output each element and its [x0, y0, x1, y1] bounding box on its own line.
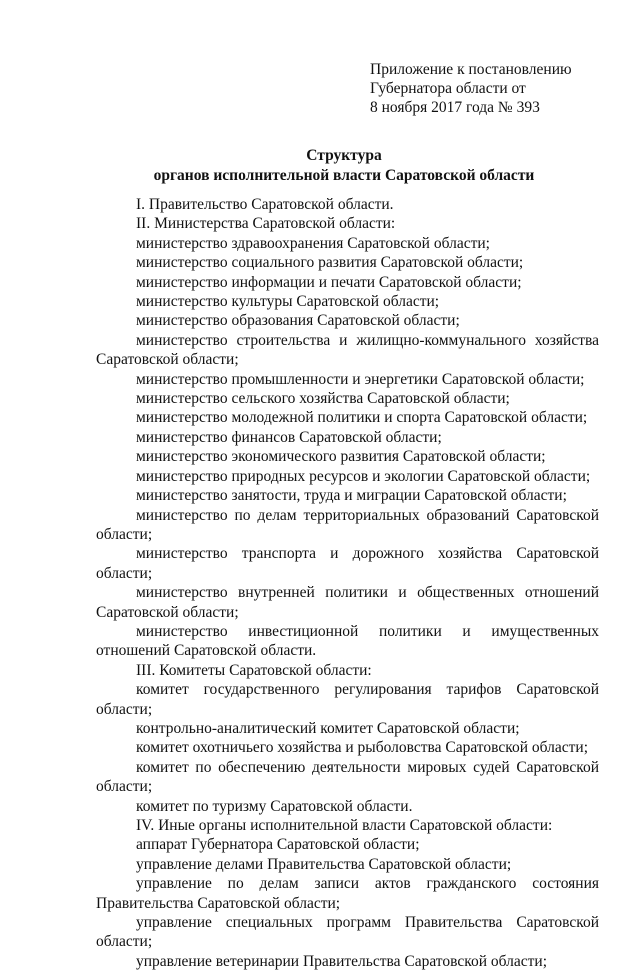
list-item: министерство строительства и жилищно-коммунального хозяйства Саратовской области; — [96, 331, 599, 369]
list-item: министерство сельского хозяйства Саратовской области; — [136, 390, 510, 408]
list-item: комитет государственного регулирования тарифов Саратовской области; — [96, 681, 599, 718]
title-line-1: Структура — [306, 147, 382, 164]
list-item: министерство инвестиционной политики и имущественных отношений Саратовской области. — [96, 622, 599, 660]
list-item: комитет по обеспечению деятельности мировых судей Саратовской области; — [96, 758, 599, 796]
list-item: управление ветеринарии Правительства Саратовской области; — [136, 952, 548, 970]
list-item: министерство культуры Саратовской области; — [136, 293, 440, 311]
section-heading: I. Правительство Саратовской области. — [136, 196, 394, 213]
list-item: министерство социального развития Саратовской области; — [136, 254, 524, 272]
list-item: министерство здравоохранения Саратовской области; — [136, 234, 490, 252]
appendix-line-3: 8 ноября 2017 года № 393 — [370, 99, 540, 116]
list-item: министерство внутренней политики и общественных отношений Саратовской области; — [96, 584, 599, 621]
list-item: управление делами Правительства Саратовской области; — [136, 855, 512, 873]
list-item: управление по делам записи актов гражданского состояния Правительства Саратовской области; — [96, 875, 599, 912]
section-heading: IV. Иные органы исполнительной власти Саратовской области: — [136, 817, 553, 834]
appendix-header — [370, 60, 572, 117]
title-line-2: органов исполнительной власти Саратовской области — [153, 167, 535, 184]
list-item: комитет охотничьего хозяйства и рыболовства Саратовской области; — [136, 739, 589, 757]
list-item: министерство природных ресурсов и экологии Саратовской области; — [136, 467, 591, 485]
list-item: министерство промышленности и энергетики Саратовской области; — [136, 370, 585, 388]
appendix-line-2: Губернатора области от — [370, 80, 526, 97]
list-item: комитет по туризму Саратовской области. — [136, 797, 413, 815]
section-heading: II. Министерства Саратовской области: — [136, 215, 396, 233]
document-title — [0, 146, 640, 186]
document-body — [96, 195, 599, 971]
section-heading: III. Комитеты Саратовской области: — [136, 661, 372, 679]
list-item: управление специальных программ Правительства Саратовской области; — [96, 914, 599, 951]
list-item: министерство занятости, труда и миграции Саратовской области; — [136, 487, 567, 505]
list-item: министерство по делам территориальных образований Саратовской области; — [96, 506, 599, 543]
list-item: контрольно-аналитический комитет Саратовской области; — [136, 719, 520, 737]
list-item: министерство экономического развития Саратовской области; — [136, 448, 546, 466]
list-item: министерство финансов Саратовской области; — [136, 428, 442, 446]
list-item: министерство транспорта и дорожного хозяйства Саратовской области; — [96, 545, 599, 582]
list-item: министерство молодежной политики и спорта Саратовской области; — [136, 409, 588, 427]
list-item: аппарат Губернатора Саратовской области; — [136, 836, 420, 854]
list-item: министерство информации и печати Саратовской области; — [136, 273, 522, 291]
appendix-line-1: Приложение к постановлению — [370, 61, 572, 78]
list-item: министерство образования Саратовской области; — [136, 312, 460, 330]
